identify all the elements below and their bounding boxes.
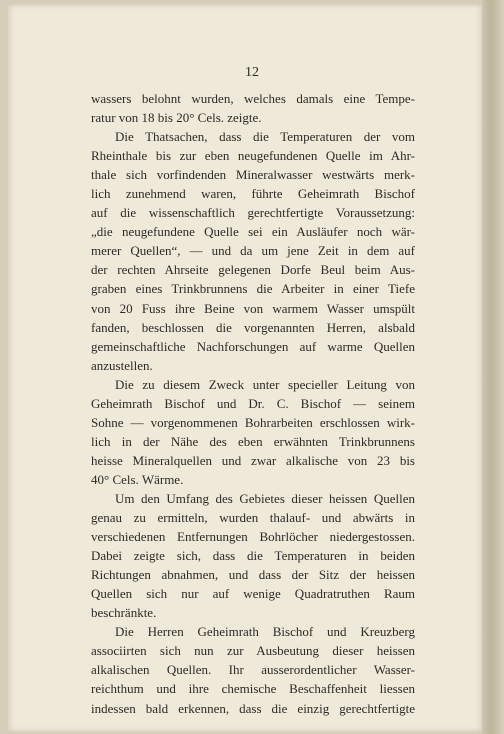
- text-line: Die Thatsachen, dass die Temperaturen der vom: [115, 129, 415, 145]
- text-line: gemeinschaftliche Nachforschungen auf warme Quellen: [91, 338, 415, 354]
- page-number: 12: [245, 65, 259, 80]
- text-line: Um den Umfang des Gebietes dieser heissen Quellen: [115, 490, 415, 506]
- text-line: 40° Cels. Wärme.: [91, 471, 184, 487]
- text-line: Geheimrath Bischof und Dr. C. Bischof — seinem: [91, 395, 415, 411]
- text-line: Richtungen abnahmen, und dass der Sitz der heissen: [91, 567, 415, 583]
- text-line: Die zu diesem Zweck unter specieller Leitung von: [115, 376, 415, 392]
- text-line: thale sich vorfindenden Mineralwasser westwärts merk-: [91, 167, 415, 183]
- text-line: heisse Mineralquellen und zwar alkalische von 23 bis: [91, 452, 415, 468]
- text-line: lich zunehmend waren, führte Geheimrath Bischof: [91, 186, 415, 202]
- text-line: anzustellen.: [91, 357, 153, 373]
- text-line: auf die wissenschaftlich gerechtfertigte Voraussetzung:: [91, 205, 415, 221]
- text-line: indessen bald erkennen, dass die einzig gerechtfertigte: [91, 700, 415, 716]
- text-line: alkalischen Quellen. Ihr ausserordentlicher Wasser-: [91, 662, 415, 678]
- text-line: der rechten Ahrseite gelegenen Dorfe Beul beim Aus-: [91, 262, 415, 278]
- text-line: ratur von 18 bis 20° Cels. zeigte.: [91, 110, 262, 126]
- text-line: genau zu ermitteln, wurden thalauf- und abwärts in: [91, 510, 415, 526]
- text-line: „die neugefundene Quelle sei ein Ausläufer noch wär-: [91, 224, 415, 240]
- text-line: Sohne — vorgenommenen Bohrarbeiten erschlossen wirk-: [91, 414, 415, 430]
- text-line: reichthum und ihre chemische Beschaffenheit liessen: [91, 681, 415, 697]
- text-line: fanden, beschlossen die vorgenannten Herren, alsbald: [91, 319, 415, 335]
- text-line: merer Quellen“, — und da um jene Zeit in dem auf: [91, 243, 415, 259]
- text-line: verschiedenen Entfernungen Bohrlöcher niedergestossen.: [91, 529, 415, 545]
- text-line: Die Herren Geheimrath Bischof und Kreuzberg: [115, 624, 415, 640]
- body-text: [91, 89, 415, 718]
- page-edge: [482, 0, 504, 734]
- text-line: wassers belohnt wurden, welches damals eine Tempe-: [91, 91, 415, 106]
- text-line: beschränkte.: [91, 605, 157, 621]
- text-line: graben eines Trinkbrunnens die Arbeiter in einer Tiefe: [91, 281, 415, 297]
- text-line: Quellen sich nur auf wenige Quadratruthen Raum: [91, 586, 415, 602]
- text-line: Dabei zeigte sich, dass die Temperaturen in beiden: [91, 548, 415, 564]
- text-line: associirten sich nun zur Ausbeutung dieser heissen: [91, 643, 415, 659]
- text-line: von 20 Fuss ihre Beine von warmem Wasser umspült: [91, 300, 415, 316]
- text-line: Rheinthale bis zur eben neugefundenen Quelle im Ahr-: [91, 148, 415, 164]
- text-line: lich in der Nähe des eben erwähnten Trinkbrunnens: [91, 433, 415, 449]
